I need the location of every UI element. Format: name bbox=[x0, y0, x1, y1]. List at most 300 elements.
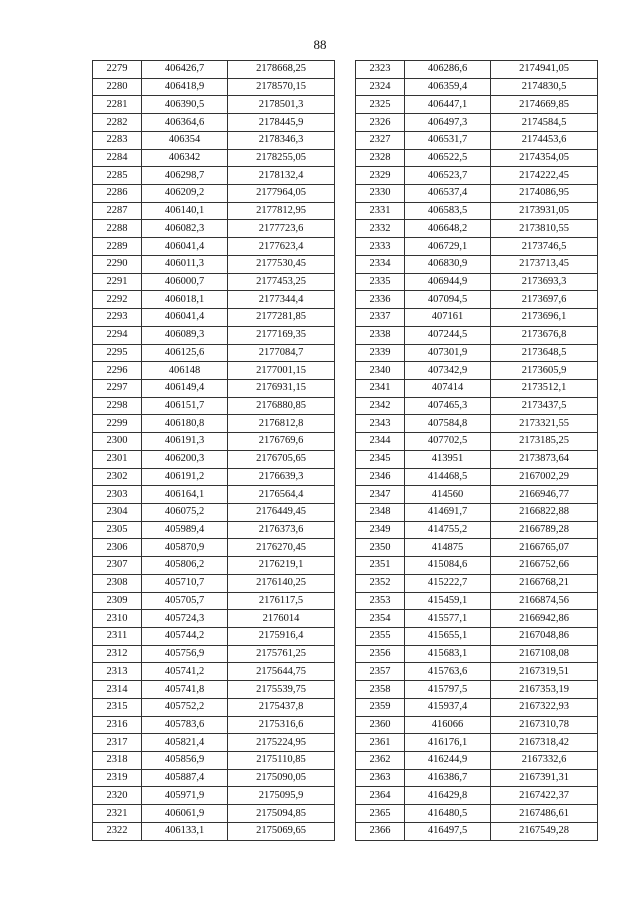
point-number-cell: 2323 bbox=[356, 61, 405, 79]
point-number-cell: 2360 bbox=[356, 716, 405, 734]
x-coordinate-cell: 406041,4 bbox=[142, 309, 228, 327]
x-coordinate-cell: 406390,5 bbox=[142, 96, 228, 114]
x-coordinate-cell: 406011,3 bbox=[142, 255, 228, 273]
y-coordinate-cell: 2173873,64 bbox=[491, 450, 598, 468]
x-coordinate-cell: 406075,2 bbox=[142, 503, 228, 521]
point-number-cell: 2334 bbox=[356, 255, 405, 273]
table-row bbox=[93, 769, 335, 787]
x-coordinate-cell: 416480,5 bbox=[405, 805, 491, 823]
point-number-cell: 2317 bbox=[93, 734, 142, 752]
y-coordinate-cell: 2176931,15 bbox=[228, 379, 335, 397]
y-coordinate-cell: 2167322,93 bbox=[491, 698, 598, 716]
y-coordinate-cell: 2167486,61 bbox=[491, 805, 598, 823]
y-coordinate-cell: 2173437,5 bbox=[491, 397, 598, 415]
y-coordinate-cell: 2175224,95 bbox=[228, 734, 335, 752]
table-row bbox=[356, 344, 598, 362]
x-coordinate-cell: 406164,1 bbox=[142, 486, 228, 504]
point-number-cell: 2353 bbox=[356, 592, 405, 610]
y-coordinate-cell: 2173810,55 bbox=[491, 220, 598, 238]
x-coordinate-cell: 405741,2 bbox=[142, 663, 228, 681]
x-coordinate-cell: 406082,3 bbox=[142, 220, 228, 238]
y-coordinate-cell: 2167549,28 bbox=[491, 822, 598, 840]
x-coordinate-cell: 406342 bbox=[142, 149, 228, 167]
point-number-cell: 2306 bbox=[93, 539, 142, 557]
page-number: 88 bbox=[313, 37, 327, 52]
table-row bbox=[356, 149, 598, 167]
point-number-cell: 2327 bbox=[356, 131, 405, 149]
x-coordinate-cell: 406354 bbox=[142, 131, 228, 149]
table-row bbox=[93, 734, 335, 752]
point-number-cell: 2316 bbox=[93, 716, 142, 734]
table-row bbox=[356, 379, 598, 397]
x-coordinate-cell: 406648,2 bbox=[405, 220, 491, 238]
point-number-cell: 2355 bbox=[356, 628, 405, 646]
x-coordinate-cell: 406583,5 bbox=[405, 202, 491, 220]
x-coordinate-cell: 415763,6 bbox=[405, 663, 491, 681]
x-coordinate-cell: 415937,4 bbox=[405, 698, 491, 716]
y-coordinate-cell: 2178255,05 bbox=[228, 149, 335, 167]
x-coordinate-cell: 405806,2 bbox=[142, 557, 228, 575]
y-coordinate-cell: 2167108,08 bbox=[491, 645, 598, 663]
table-row bbox=[93, 592, 335, 610]
table-row bbox=[93, 698, 335, 716]
table-row bbox=[93, 114, 335, 132]
point-number-cell: 2319 bbox=[93, 769, 142, 787]
point-number-cell: 2297 bbox=[93, 379, 142, 397]
point-number-cell: 2286 bbox=[93, 185, 142, 203]
x-coordinate-cell: 405989,4 bbox=[142, 521, 228, 539]
y-coordinate-cell: 2177084,7 bbox=[228, 344, 335, 362]
table-row bbox=[93, 291, 335, 309]
point-number-cell: 2336 bbox=[356, 291, 405, 309]
x-coordinate-cell: 406944,9 bbox=[405, 273, 491, 291]
x-coordinate-cell: 406149,4 bbox=[142, 379, 228, 397]
table-row bbox=[356, 291, 598, 309]
x-coordinate-cell: 406298,7 bbox=[142, 167, 228, 185]
x-coordinate-cell: 405821,4 bbox=[142, 734, 228, 752]
table-row bbox=[356, 698, 598, 716]
point-number-cell: 2310 bbox=[93, 610, 142, 628]
y-coordinate-cell: 2173713,45 bbox=[491, 255, 598, 273]
x-coordinate-cell: 407414 bbox=[405, 379, 491, 397]
x-coordinate-cell: 406018,1 bbox=[142, 291, 228, 309]
point-number-cell: 2348 bbox=[356, 503, 405, 521]
y-coordinate-cell: 2167048,86 bbox=[491, 628, 598, 646]
y-coordinate-cell: 2175316,6 bbox=[228, 716, 335, 734]
table-row bbox=[93, 574, 335, 592]
table-row bbox=[356, 663, 598, 681]
x-coordinate-cell: 405724,3 bbox=[142, 610, 228, 628]
y-coordinate-cell: 2166874,56 bbox=[491, 592, 598, 610]
y-coordinate-cell: 2177453,25 bbox=[228, 273, 335, 291]
x-coordinate-cell: 406200,3 bbox=[142, 450, 228, 468]
y-coordinate-cell: 2167353,19 bbox=[491, 681, 598, 699]
point-number-cell: 2305 bbox=[93, 521, 142, 539]
table-row bbox=[356, 61, 598, 79]
x-coordinate-cell: 405856,9 bbox=[142, 752, 228, 770]
table-row bbox=[93, 238, 335, 256]
point-number-cell: 2285 bbox=[93, 167, 142, 185]
table-row bbox=[93, 450, 335, 468]
point-number-cell: 2331 bbox=[356, 202, 405, 220]
point-number-cell: 2329 bbox=[356, 167, 405, 185]
x-coordinate-cell: 407702,5 bbox=[405, 433, 491, 451]
table-row bbox=[356, 752, 598, 770]
y-coordinate-cell: 2174086,95 bbox=[491, 185, 598, 203]
point-number-cell: 2338 bbox=[356, 326, 405, 344]
coordinates-table-right bbox=[355, 60, 598, 841]
table-row bbox=[356, 185, 598, 203]
x-coordinate-cell: 415655,1 bbox=[405, 628, 491, 646]
y-coordinate-cell: 2174669,85 bbox=[491, 96, 598, 114]
point-number-cell: 2349 bbox=[356, 521, 405, 539]
x-coordinate-cell: 405870,9 bbox=[142, 539, 228, 557]
x-coordinate-cell: 405783,6 bbox=[142, 716, 228, 734]
y-coordinate-cell: 2175090,05 bbox=[228, 769, 335, 787]
y-coordinate-cell: 2167319,51 bbox=[491, 663, 598, 681]
table-row bbox=[356, 433, 598, 451]
y-coordinate-cell: 2175095,9 bbox=[228, 787, 335, 805]
x-coordinate-cell: 407301,9 bbox=[405, 344, 491, 362]
table-row bbox=[93, 716, 335, 734]
point-number-cell: 2363 bbox=[356, 769, 405, 787]
x-coordinate-cell: 405971,9 bbox=[142, 787, 228, 805]
table-row bbox=[356, 628, 598, 646]
y-coordinate-cell: 2166765,07 bbox=[491, 539, 598, 557]
table-row bbox=[93, 681, 335, 699]
x-coordinate-cell: 407244,5 bbox=[405, 326, 491, 344]
table-row bbox=[356, 450, 598, 468]
y-coordinate-cell: 2174453,6 bbox=[491, 131, 598, 149]
y-coordinate-cell: 2176117,5 bbox=[228, 592, 335, 610]
point-number-cell: 2302 bbox=[93, 468, 142, 486]
table-row bbox=[356, 486, 598, 504]
x-coordinate-cell: 416066 bbox=[405, 716, 491, 734]
table-row bbox=[356, 805, 598, 823]
x-coordinate-cell: 405887,4 bbox=[142, 769, 228, 787]
table-row bbox=[356, 822, 598, 840]
table-row bbox=[356, 503, 598, 521]
point-number-cell: 2290 bbox=[93, 255, 142, 273]
x-coordinate-cell: 406830,9 bbox=[405, 255, 491, 273]
point-number-cell: 2318 bbox=[93, 752, 142, 770]
point-number-cell: 2289 bbox=[93, 238, 142, 256]
point-number-cell: 2321 bbox=[93, 805, 142, 823]
x-coordinate-cell: 406180,8 bbox=[142, 415, 228, 433]
table-row bbox=[356, 202, 598, 220]
table-row bbox=[356, 255, 598, 273]
point-number-cell: 2294 bbox=[93, 326, 142, 344]
y-coordinate-cell: 2177964,05 bbox=[228, 185, 335, 203]
x-coordinate-cell: 407094,5 bbox=[405, 291, 491, 309]
x-coordinate-cell: 415683,1 bbox=[405, 645, 491, 663]
table-row bbox=[356, 220, 598, 238]
table-row bbox=[356, 167, 598, 185]
y-coordinate-cell: 2176639,3 bbox=[228, 468, 335, 486]
y-coordinate-cell: 2173697,6 bbox=[491, 291, 598, 309]
y-coordinate-cell: 2176705,65 bbox=[228, 450, 335, 468]
point-number-cell: 2320 bbox=[93, 787, 142, 805]
table-row bbox=[356, 238, 598, 256]
y-coordinate-cell: 2174354,05 bbox=[491, 149, 598, 167]
table-row bbox=[93, 805, 335, 823]
y-coordinate-cell: 2175094,85 bbox=[228, 805, 335, 823]
table-row bbox=[93, 96, 335, 114]
point-number-cell: 2351 bbox=[356, 557, 405, 575]
point-number-cell: 2291 bbox=[93, 273, 142, 291]
table-row bbox=[356, 362, 598, 380]
point-number-cell: 2293 bbox=[93, 309, 142, 327]
point-number-cell: 2322 bbox=[93, 822, 142, 840]
point-number-cell: 2307 bbox=[93, 557, 142, 575]
y-coordinate-cell: 2175437,8 bbox=[228, 698, 335, 716]
table-row bbox=[93, 610, 335, 628]
table-row bbox=[93, 326, 335, 344]
y-coordinate-cell: 2177344,4 bbox=[228, 291, 335, 309]
y-coordinate-cell: 2176564,4 bbox=[228, 486, 335, 504]
table-row bbox=[93, 503, 335, 521]
table-row bbox=[356, 131, 598, 149]
y-coordinate-cell: 2178668,25 bbox=[228, 61, 335, 79]
table-row bbox=[356, 557, 598, 575]
x-coordinate-cell: 406151,7 bbox=[142, 397, 228, 415]
point-number-cell: 2347 bbox=[356, 486, 405, 504]
table-row bbox=[93, 131, 335, 149]
point-number-cell: 2357 bbox=[356, 663, 405, 681]
point-number-cell: 2326 bbox=[356, 114, 405, 132]
y-coordinate-cell: 2174222,45 bbox=[491, 167, 598, 185]
x-coordinate-cell: 415577,1 bbox=[405, 610, 491, 628]
y-coordinate-cell: 2175069,65 bbox=[228, 822, 335, 840]
table-row bbox=[356, 273, 598, 291]
x-coordinate-cell: 414560 bbox=[405, 486, 491, 504]
x-coordinate-cell: 406133,1 bbox=[142, 822, 228, 840]
x-coordinate-cell: 405752,2 bbox=[142, 698, 228, 716]
y-coordinate-cell: 2175916,4 bbox=[228, 628, 335, 646]
point-number-cell: 2335 bbox=[356, 273, 405, 291]
x-coordinate-cell: 406089,3 bbox=[142, 326, 228, 344]
y-coordinate-cell: 2166946,77 bbox=[491, 486, 598, 504]
point-number-cell: 2330 bbox=[356, 185, 405, 203]
table-row bbox=[93, 397, 335, 415]
x-coordinate-cell: 407584,8 bbox=[405, 415, 491, 433]
table-row bbox=[93, 379, 335, 397]
coordinates-table-left bbox=[92, 60, 335, 841]
x-coordinate-cell: 406125,6 bbox=[142, 344, 228, 362]
x-coordinate-cell: 406191,3 bbox=[142, 433, 228, 451]
table-row bbox=[93, 309, 335, 327]
table-row bbox=[93, 273, 335, 291]
table-row bbox=[356, 592, 598, 610]
point-number-cell: 2325 bbox=[356, 96, 405, 114]
y-coordinate-cell: 2167318,42 bbox=[491, 734, 598, 752]
point-number-cell: 2356 bbox=[356, 645, 405, 663]
x-coordinate-cell: 406359,4 bbox=[405, 78, 491, 96]
table-row bbox=[93, 415, 335, 433]
y-coordinate-cell: 2173693,3 bbox=[491, 273, 598, 291]
point-number-cell: 2295 bbox=[93, 344, 142, 362]
x-coordinate-cell: 413951 bbox=[405, 450, 491, 468]
y-coordinate-cell: 2173931,05 bbox=[491, 202, 598, 220]
y-coordinate-cell: 2173676,8 bbox=[491, 326, 598, 344]
point-number-cell: 2287 bbox=[93, 202, 142, 220]
y-coordinate-cell: 2177281,85 bbox=[228, 309, 335, 327]
point-number-cell: 2362 bbox=[356, 752, 405, 770]
y-coordinate-cell: 2176219,1 bbox=[228, 557, 335, 575]
y-coordinate-cell: 2178346,3 bbox=[228, 131, 335, 149]
point-number-cell: 2341 bbox=[356, 379, 405, 397]
y-coordinate-cell: 2166822,88 bbox=[491, 503, 598, 521]
point-number-cell: 2324 bbox=[356, 78, 405, 96]
point-number-cell: 2344 bbox=[356, 433, 405, 451]
point-number-cell: 2359 bbox=[356, 698, 405, 716]
point-number-cell: 2333 bbox=[356, 238, 405, 256]
y-coordinate-cell: 2178445,9 bbox=[228, 114, 335, 132]
x-coordinate-cell: 406537,4 bbox=[405, 185, 491, 203]
point-number-cell: 2328 bbox=[356, 149, 405, 167]
y-coordinate-cell: 2167310,78 bbox=[491, 716, 598, 734]
x-coordinate-cell: 406426,7 bbox=[142, 61, 228, 79]
point-number-cell: 2281 bbox=[93, 96, 142, 114]
point-number-cell: 2315 bbox=[93, 698, 142, 716]
x-coordinate-cell: 405741,8 bbox=[142, 681, 228, 699]
x-coordinate-cell: 406364,6 bbox=[142, 114, 228, 132]
y-coordinate-cell: 2177812,95 bbox=[228, 202, 335, 220]
y-coordinate-cell: 2176769,6 bbox=[228, 433, 335, 451]
table-row bbox=[356, 787, 598, 805]
x-coordinate-cell: 406140,1 bbox=[142, 202, 228, 220]
x-coordinate-cell: 405744,2 bbox=[142, 628, 228, 646]
point-number-cell: 2340 bbox=[356, 362, 405, 380]
y-coordinate-cell: 2176373,6 bbox=[228, 521, 335, 539]
point-number-cell: 2304 bbox=[93, 503, 142, 521]
x-coordinate-cell: 405710,7 bbox=[142, 574, 228, 592]
x-coordinate-cell: 415084,6 bbox=[405, 557, 491, 575]
y-coordinate-cell: 2173185,25 bbox=[491, 433, 598, 451]
y-coordinate-cell: 2175110,85 bbox=[228, 752, 335, 770]
y-coordinate-cell: 2178501,3 bbox=[228, 96, 335, 114]
point-number-cell: 2284 bbox=[93, 149, 142, 167]
point-number-cell: 2279 bbox=[93, 61, 142, 79]
point-number-cell: 2313 bbox=[93, 663, 142, 681]
table-row bbox=[93, 220, 335, 238]
x-coordinate-cell: 406447,1 bbox=[405, 96, 491, 114]
x-coordinate-cell: 415797,5 bbox=[405, 681, 491, 699]
point-number-cell: 2299 bbox=[93, 415, 142, 433]
point-number-cell: 2283 bbox=[93, 131, 142, 149]
point-number-cell: 2308 bbox=[93, 574, 142, 592]
table-row bbox=[93, 202, 335, 220]
table-row bbox=[356, 468, 598, 486]
x-coordinate-cell: 415222,7 bbox=[405, 574, 491, 592]
point-number-cell: 2332 bbox=[356, 220, 405, 238]
x-coordinate-cell: 406497,3 bbox=[405, 114, 491, 132]
table-row bbox=[356, 114, 598, 132]
x-coordinate-cell: 406418,9 bbox=[142, 78, 228, 96]
table-row bbox=[93, 539, 335, 557]
y-coordinate-cell: 2177001,15 bbox=[228, 362, 335, 380]
y-coordinate-cell: 2173696,1 bbox=[491, 309, 598, 327]
y-coordinate-cell: 2177723,6 bbox=[228, 220, 335, 238]
table-row bbox=[93, 663, 335, 681]
y-coordinate-cell: 2176812,8 bbox=[228, 415, 335, 433]
y-coordinate-cell: 2177169,35 bbox=[228, 326, 335, 344]
y-coordinate-cell: 2174830,5 bbox=[491, 78, 598, 96]
y-coordinate-cell: 2178570,15 bbox=[228, 78, 335, 96]
y-coordinate-cell: 2174584,5 bbox=[491, 114, 598, 132]
x-coordinate-cell: 406286,6 bbox=[405, 61, 491, 79]
point-number-cell: 2296 bbox=[93, 362, 142, 380]
y-coordinate-cell: 2175761,25 bbox=[228, 645, 335, 663]
x-coordinate-cell: 406531,7 bbox=[405, 131, 491, 149]
point-number-cell: 2292 bbox=[93, 291, 142, 309]
y-coordinate-cell: 2167422,37 bbox=[491, 787, 598, 805]
point-number-cell: 2312 bbox=[93, 645, 142, 663]
y-coordinate-cell: 2177530,45 bbox=[228, 255, 335, 273]
y-coordinate-cell: 2176449,45 bbox=[228, 503, 335, 521]
point-number-cell: 2345 bbox=[356, 450, 405, 468]
point-number-cell: 2343 bbox=[356, 415, 405, 433]
point-number-cell: 2298 bbox=[93, 397, 142, 415]
table-row bbox=[93, 61, 335, 79]
x-coordinate-cell: 414691,7 bbox=[405, 503, 491, 521]
table-row bbox=[93, 433, 335, 451]
x-coordinate-cell: 405756,9 bbox=[142, 645, 228, 663]
y-coordinate-cell: 2173512,1 bbox=[491, 379, 598, 397]
point-number-cell: 2366 bbox=[356, 822, 405, 840]
table-row bbox=[356, 734, 598, 752]
table-row bbox=[356, 716, 598, 734]
y-coordinate-cell: 2177623,4 bbox=[228, 238, 335, 256]
y-coordinate-cell: 2174941,05 bbox=[491, 61, 598, 79]
y-coordinate-cell: 2175644,75 bbox=[228, 663, 335, 681]
table-row bbox=[356, 309, 598, 327]
table-row bbox=[93, 822, 335, 840]
table-row bbox=[93, 468, 335, 486]
x-coordinate-cell: 406061,9 bbox=[142, 805, 228, 823]
point-number-cell: 2309 bbox=[93, 592, 142, 610]
x-coordinate-cell: 414755,2 bbox=[405, 521, 491, 539]
point-number-cell: 2339 bbox=[356, 344, 405, 362]
x-coordinate-cell: 415459,1 bbox=[405, 592, 491, 610]
y-coordinate-cell: 2166768,21 bbox=[491, 574, 598, 592]
x-coordinate-cell: 406729,1 bbox=[405, 238, 491, 256]
table-row bbox=[356, 397, 598, 415]
point-number-cell: 2282 bbox=[93, 114, 142, 132]
x-coordinate-cell: 406000,7 bbox=[142, 273, 228, 291]
x-coordinate-cell: 406191,2 bbox=[142, 468, 228, 486]
x-coordinate-cell: 406209,2 bbox=[142, 185, 228, 203]
x-coordinate-cell: 414468,5 bbox=[405, 468, 491, 486]
x-coordinate-cell: 407465,3 bbox=[405, 397, 491, 415]
table-row bbox=[356, 574, 598, 592]
x-coordinate-cell: 406041,4 bbox=[142, 238, 228, 256]
table-row bbox=[93, 149, 335, 167]
point-number-cell: 2337 bbox=[356, 309, 405, 327]
point-number-cell: 2350 bbox=[356, 539, 405, 557]
x-coordinate-cell: 416497,5 bbox=[405, 822, 491, 840]
table-row bbox=[93, 557, 335, 575]
x-coordinate-cell: 406522,5 bbox=[405, 149, 491, 167]
table-row bbox=[356, 769, 598, 787]
y-coordinate-cell: 2173321,55 bbox=[491, 415, 598, 433]
x-coordinate-cell: 416386,7 bbox=[405, 769, 491, 787]
y-coordinate-cell: 2166942,86 bbox=[491, 610, 598, 628]
table-row bbox=[356, 610, 598, 628]
x-coordinate-cell: 406148 bbox=[142, 362, 228, 380]
y-coordinate-cell: 2176880,85 bbox=[228, 397, 335, 415]
y-coordinate-cell: 2166752,66 bbox=[491, 557, 598, 575]
